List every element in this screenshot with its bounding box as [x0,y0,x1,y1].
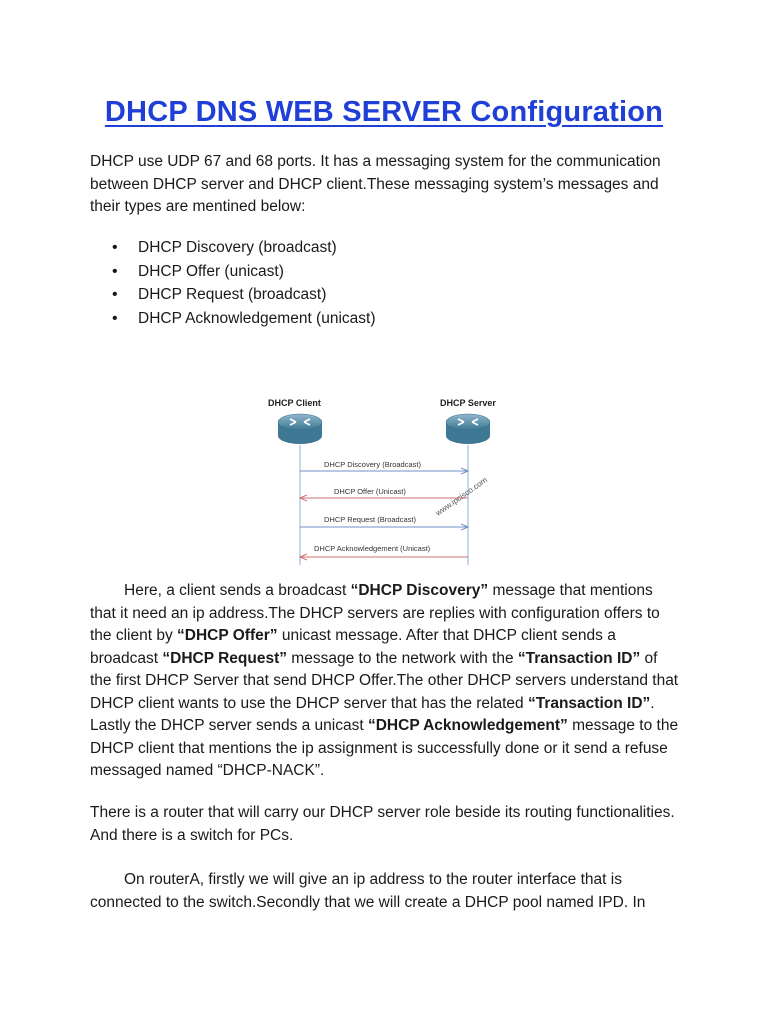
server-router-icon [446,414,490,444]
page-title: DHCP DNS WEB SERVER Configuration [104,96,664,128]
arrow-label-acknowledgement: DHCP Acknowledgement (Unicast) [314,544,431,553]
term-transaction-id: “Transaction ID” [517,649,641,667]
arrow-label-request: DHCP Request (Broadcast) [324,515,416,524]
watermark: www.ipcisco.com [433,475,490,518]
explanation-paragraph: Here, a client sends a broadcast “DHCP Discovery” message that mentions that it need an ip address.The DHCP servers are replies with configuration offers to the client by “DHCP Offer” unicast message. After that DHCP client sends a broadcast “DHCP Request” message to the network with the “Transaction ID” of the first DHCP Server that send DHCP Offer.The other DHCP servers understand that DHCP client wants to use the DHCP server that has the related “Transaction ID”. Lastly the DHCP server sends a unicast “DHCP Acknowledgement” message to the DHCP client that mentions the ip assignment is successfully done or it send a refuse messaged named “DHCP-NACK”. [90,582,679,779]
list-item: • DHCP Offer (unicast) [112,260,376,284]
routerA-paragraph: On routerA, firstly we will give an ip address to the router interface that is connected to the switch.Secondly that we will create a DHCP pool named IPD. In [90,871,646,911]
server-label: DHCP Server [440,398,496,408]
list-item: • DHCP Discovery (broadcast) [112,236,376,260]
dhcp-message-list [112,236,376,330]
list-item: • DHCP Request (broadcast) [112,283,376,307]
arrow-label-offer: DHCP Offer (Unicast) [334,487,406,496]
client-router-icon [278,414,322,444]
term-transaction-id: “Transaction ID” [527,694,651,712]
list-item: • DHCP Acknowledgement (unicast) [112,307,376,331]
term-discovery: “DHCP Discovery” [350,582,489,599]
term-request: “DHCP Request” [162,649,287,667]
term-acknowledgement: “DHCP Acknowledgement” [367,717,568,734]
intro-paragraph: DHCP use UDP 67 and 68 ports. It has a messaging system for the communication between DHCP server and DHCP client.These messaging system’s messages and their types are mentined below: [90,153,661,215]
arrow-label-discovery: DHCP Discovery (Broadcast) [324,460,421,469]
dhcp-sequence-diagram [258,390,498,568]
router-paragraph: There is a router that will carry our DHCP server role beside its routing functionalities. And there is a switch for PCs. [90,804,675,844]
client-label: DHCP Client [268,398,321,408]
term-offer: “DHCP Offer” [177,627,278,644]
